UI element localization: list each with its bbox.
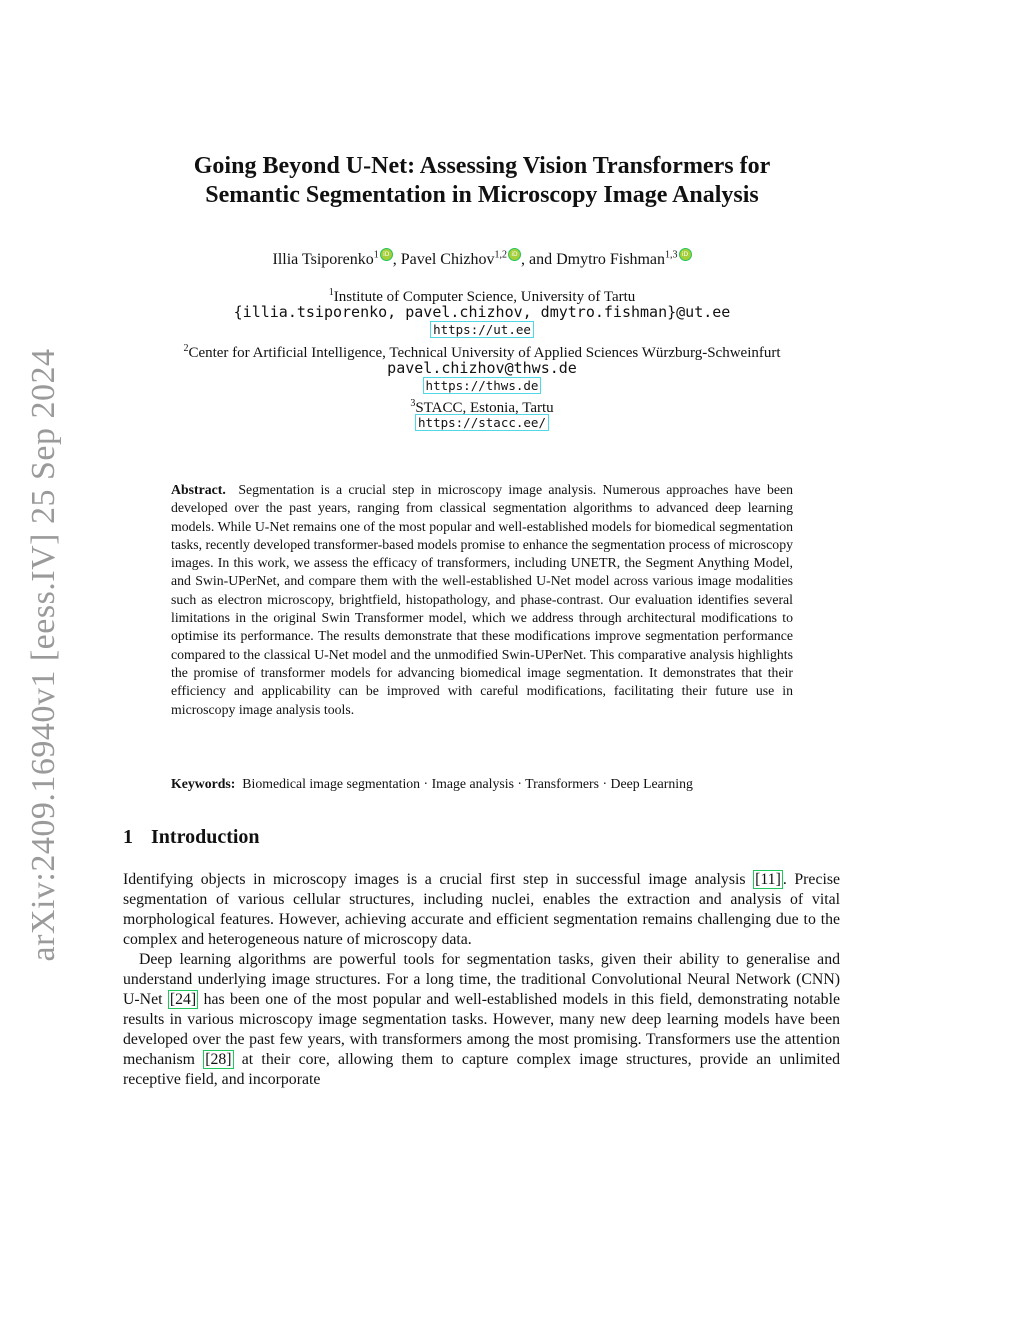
author-name: Illia Tsiporenko xyxy=(272,251,374,268)
section-title: Introduction xyxy=(151,826,260,848)
abstract-label: Abstract. xyxy=(171,482,226,497)
keywords-text: Biomedical image segmentation · Image analysis · Transformers · Deep Learning xyxy=(242,776,693,791)
affiliation-1: $^1$Institute of Computer Science, University of Tartu {illia.tsiporenko, pavel.chizhov, dmytro.fishman}@ut.ee https://ut.ee xyxy=(120,284,844,340)
author-affil-sup: 1 xyxy=(373,249,379,261)
body-text xyxy=(123,870,840,1090)
affiliation-url-link[interactable]: https://thws.de xyxy=(423,377,542,394)
author-list: Illia Tsiporenko$^1$iD , Pavel Chizhov$^{1,2}$iD , and Dmytro Fishman$^{1,3}$iD xyxy=(120,248,844,269)
affiliation-email: {illia.tsiporenko, pavel.chizhov, dmytro.fishman}@ut.ee xyxy=(233,302,731,321)
paper-title xyxy=(120,152,844,210)
abstract xyxy=(171,481,793,719)
paragraph: Identifying objects in microscopy images is a crucial first step in successful image analysis [11] . Precise segmentation of various cellular structures, including nuclei, enables the extraction and analysis of vital morphological features. However, achieving accurate and efficient segmentation remains challenging due to the complex and heterogeneous nature of microscopy data. xyxy=(123,871,841,948)
author-name: Dmytro Fishman xyxy=(556,251,665,268)
affiliation-name: STACC, Estonia, Tartu xyxy=(415,400,554,416)
citation-link[interactable]: [11] xyxy=(755,871,781,888)
orcid-icon[interactable] xyxy=(380,248,393,261)
author-name: Pavel Chizhov xyxy=(400,251,495,268)
affiliation-name: Institute of Computer Science, University of Tartu xyxy=(333,289,636,305)
affiliation-url-link[interactable]: https://stacc.ee/ xyxy=(415,414,549,431)
section-number: 1 xyxy=(123,826,133,848)
affiliation-2: $^2$Center for Artificial Intelligence, Technical University of Applied Sciences Würzburg-Schweinfurt pavel.chizhov@thws.de https://thws.de xyxy=(120,340,844,396)
keywords xyxy=(171,775,793,793)
title-line-2: Semantic Segmentation in Microscopy Image Analysis xyxy=(205,182,759,208)
paragraph: Deep learning algorithms are powerful tools for segmentation tasks, given their ability to generalise and understand underlying image structures. For a long time, the traditional Convolutional Neural Network (CNN) U-Net [24] has been one of the most popular and well-established models in this field, demonstrating notable results in various microscopy image segmentation tasks. However, many new deep learning models have been developed over the past few years, with transformers among the most promising. Transformers use the attention mechanism [28] at their core, allowing them to capture complex image structures, provide an unlimited receptive field, and incorporate xyxy=(123,951,840,1088)
citation-link[interactable]: [24] xyxy=(169,991,197,1008)
affiliation-url-link[interactable]: https://ut.ee xyxy=(430,321,534,338)
author-affil-sup: 1,3 xyxy=(665,249,678,261)
arxiv-identifier: arXiv:2409.16940v1 [eess.IV] 25 Sep 2024 xyxy=(25,348,62,962)
affiliation-3: $^3$STACC, Estonia, Tartu https://stacc.ee/ xyxy=(410,398,554,430)
orcid-icon[interactable] xyxy=(508,248,521,261)
section-heading xyxy=(123,826,260,849)
keywords-label: Keywords: xyxy=(171,776,236,791)
citation-link[interactable]: [28] xyxy=(205,1051,232,1068)
affiliation-name: Center for Artificial Intelligence, Technical University of Applied Sciences Würzburg-Schweinfurt xyxy=(188,345,781,361)
orcid-icon[interactable] xyxy=(679,248,692,261)
abstract-text: Segmentation is a crucial step in microscopy image analysis. Numerous approaches have been developed over the past years, ranging from classical segmentation algorithms to advanced deep learning models. While U-Net remains one of the most popular and well-established models for biomedical segmentation tasks, recently developed transformer-based models promise to enhance the segmentation process of microscopy images. In this work, we assess the efficacy of transformers, including UNETR, the Segment Anything Model, and Swin-UPerNet, and compare them with the well-established U-Net model across various image modalities such as electron microscopy, brightfield, histopathology, and phase-contrast. Our evaluation identifies several limitations in the original Swin Transformer model, which we address through architectural modifications to optimise its performance. The results demonstrate that these modifications improve segmentation performance compared to the classical U-Net model and the unmodified Swin-UPerNet. This comparative analysis highlights the promise of transformer models for advancing biomedical image segmentation. It demonstrates that their efficiency and applicability can be improved with careful modifications, facilitating their future use in microscopy image analysis tools. xyxy=(171,482,793,717)
author-affil-sup: 1,2 xyxy=(494,249,507,261)
affiliation-email: pavel.chizhov@thws.de xyxy=(387,358,577,377)
title-line-1: Going Beyond U-Net: Assessing Vision Transformers for xyxy=(193,153,771,179)
